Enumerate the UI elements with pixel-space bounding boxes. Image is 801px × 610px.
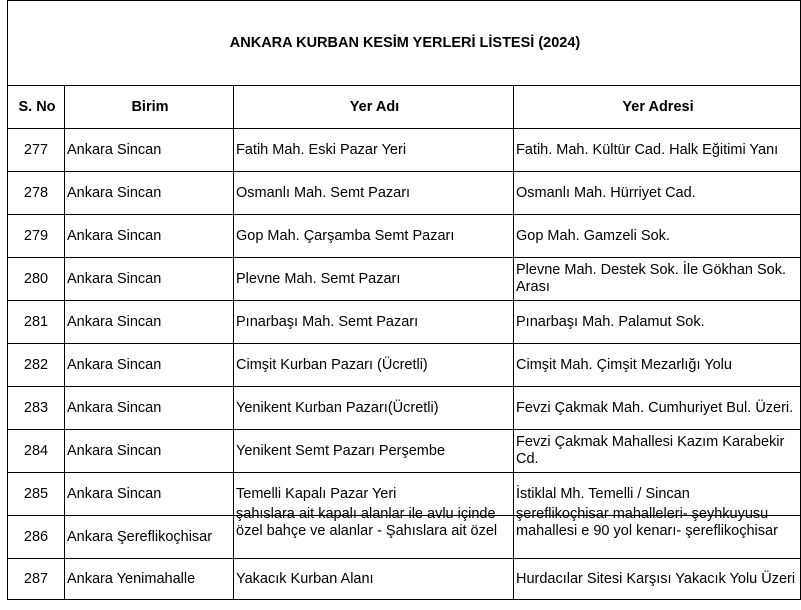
cell-yer-adi: Fatih Mah. Eski Pazar Yeri xyxy=(234,129,514,172)
table-row xyxy=(8,516,801,559)
cell-yer-adresi: Fevzi Çakmak Mahallesi Kazım Karabekir Cd. xyxy=(514,430,801,473)
cell-yer-adi: Temelli Kapalı Pazar Yeri xyxy=(234,473,514,516)
cell-yer-adi: Yenikent Semt Pazarı Perşembe xyxy=(234,430,514,473)
cell-no: 282 xyxy=(8,344,65,387)
header-birim: Birim xyxy=(65,86,234,129)
cell-yer-adresi: Cimşit Mah. Çimşit Mezarlığı Yolu xyxy=(514,344,801,387)
cell-birim: Ankara Sincan xyxy=(65,387,234,430)
cell-yer-adi: Yenikent Kurban Pazarı(Ücretli) xyxy=(234,387,514,430)
cell-yer-adresi: İstiklal Mh. Temelli / Sincan xyxy=(514,473,801,516)
table-row xyxy=(8,301,801,344)
overflow-text: şereflikoçhisar mahalleleri- şeyhkuyusu mahallesi e 90 yol kenarı- şereflikoçhisar xyxy=(516,506,778,539)
cell-yer-adresi: Fevzi Çakmak Mah. Cumhuriyet Bul. Üzeri. xyxy=(514,387,801,430)
cell-yer-adi: Cimşit Kurban Pazarı (Ücretli) xyxy=(234,344,514,387)
cell-yer-adresi: Pınarbaşı Mah. Palamut Sok. xyxy=(514,301,801,344)
cell-yer-adresi: Osmanlı Mah. Hürriyet Cad. xyxy=(514,172,801,215)
cell-no: 283 xyxy=(8,387,65,430)
table-row xyxy=(8,344,801,387)
cell-yer-adresi: Gop Mah. Gamzeli Sok. xyxy=(514,215,801,258)
table-row xyxy=(8,430,801,473)
cell-birim: Ankara Sincan xyxy=(65,473,234,516)
cell-yer-adresi: Fatih. Mah. Kültür Cad. Halk Eğitimi Yanı xyxy=(514,129,801,172)
cell-birim: Ankara Şereflikoçhisar xyxy=(65,516,234,559)
header-yer-adresi: Yer Adresi xyxy=(514,86,801,129)
cell-no: 278 xyxy=(8,172,65,215)
cell-yer-adresi: Plevne Mah. Destek Sok. İle Gökhan Sok. Arası xyxy=(514,258,801,301)
cell-birim: Ankara Sincan xyxy=(65,172,234,215)
cell-yer-adi: Pınarbaşı Mah. Semt Pazarı xyxy=(234,301,514,344)
table-row xyxy=(8,559,801,600)
cell-yer-adi: Plevne Mah. Semt Pazarı xyxy=(234,258,514,301)
cell-yer-adi xyxy=(234,506,514,559)
cell-birim: Ankara Sincan xyxy=(65,129,234,172)
table-row xyxy=(8,258,801,301)
cell-birim: Ankara Yenimahalle xyxy=(65,559,234,600)
table-row xyxy=(8,172,801,215)
cell-no: 287 xyxy=(8,559,65,600)
cell-no: 281 xyxy=(8,301,65,344)
cell-no: 284 xyxy=(8,430,65,473)
table-row xyxy=(8,215,801,258)
cell-yer-adresi xyxy=(514,506,801,559)
cell-no: 285 xyxy=(8,473,65,516)
cell-birim: Ankara Sincan xyxy=(65,430,234,473)
cell-birim: Ankara Sincan xyxy=(65,215,234,258)
cell-no: 279 xyxy=(8,215,65,258)
header-yer-adi: Yer Adı xyxy=(234,86,514,129)
cell-yer-adi: Yakacık Kurban Alanı xyxy=(234,559,514,600)
cell-yer-adresi: Hurdacılar Sitesi Karşısı Yakacık Yolu Üzeri xyxy=(514,559,801,600)
table-row xyxy=(8,129,801,172)
kurban-list-table xyxy=(7,0,801,600)
cell-yer-adi: Osmanlı Mah. Semt Pazarı xyxy=(234,172,514,215)
table-row xyxy=(8,387,801,430)
cell-birim: Ankara Sincan xyxy=(65,258,234,301)
overflow-text: şahıslara ait kapalı alanlar ile avlu içinde özel bahçe ve alanlar - Şahıslara ait özel xyxy=(236,506,498,539)
cell-no: 277 xyxy=(8,129,65,172)
cell-yer-adi: Gop Mah. Çarşamba Semt Pazarı xyxy=(234,215,514,258)
header-s-no: S. No xyxy=(8,86,65,129)
cell-birim: Ankara Sincan xyxy=(65,301,234,344)
cell-no: 286 xyxy=(8,516,65,559)
table-title: ANKARA KURBAN KESİM YERLERİ LİSTESİ (2024) xyxy=(8,1,801,86)
cell-no: 280 xyxy=(8,258,65,301)
cell-birim: Ankara Sincan xyxy=(65,344,234,387)
